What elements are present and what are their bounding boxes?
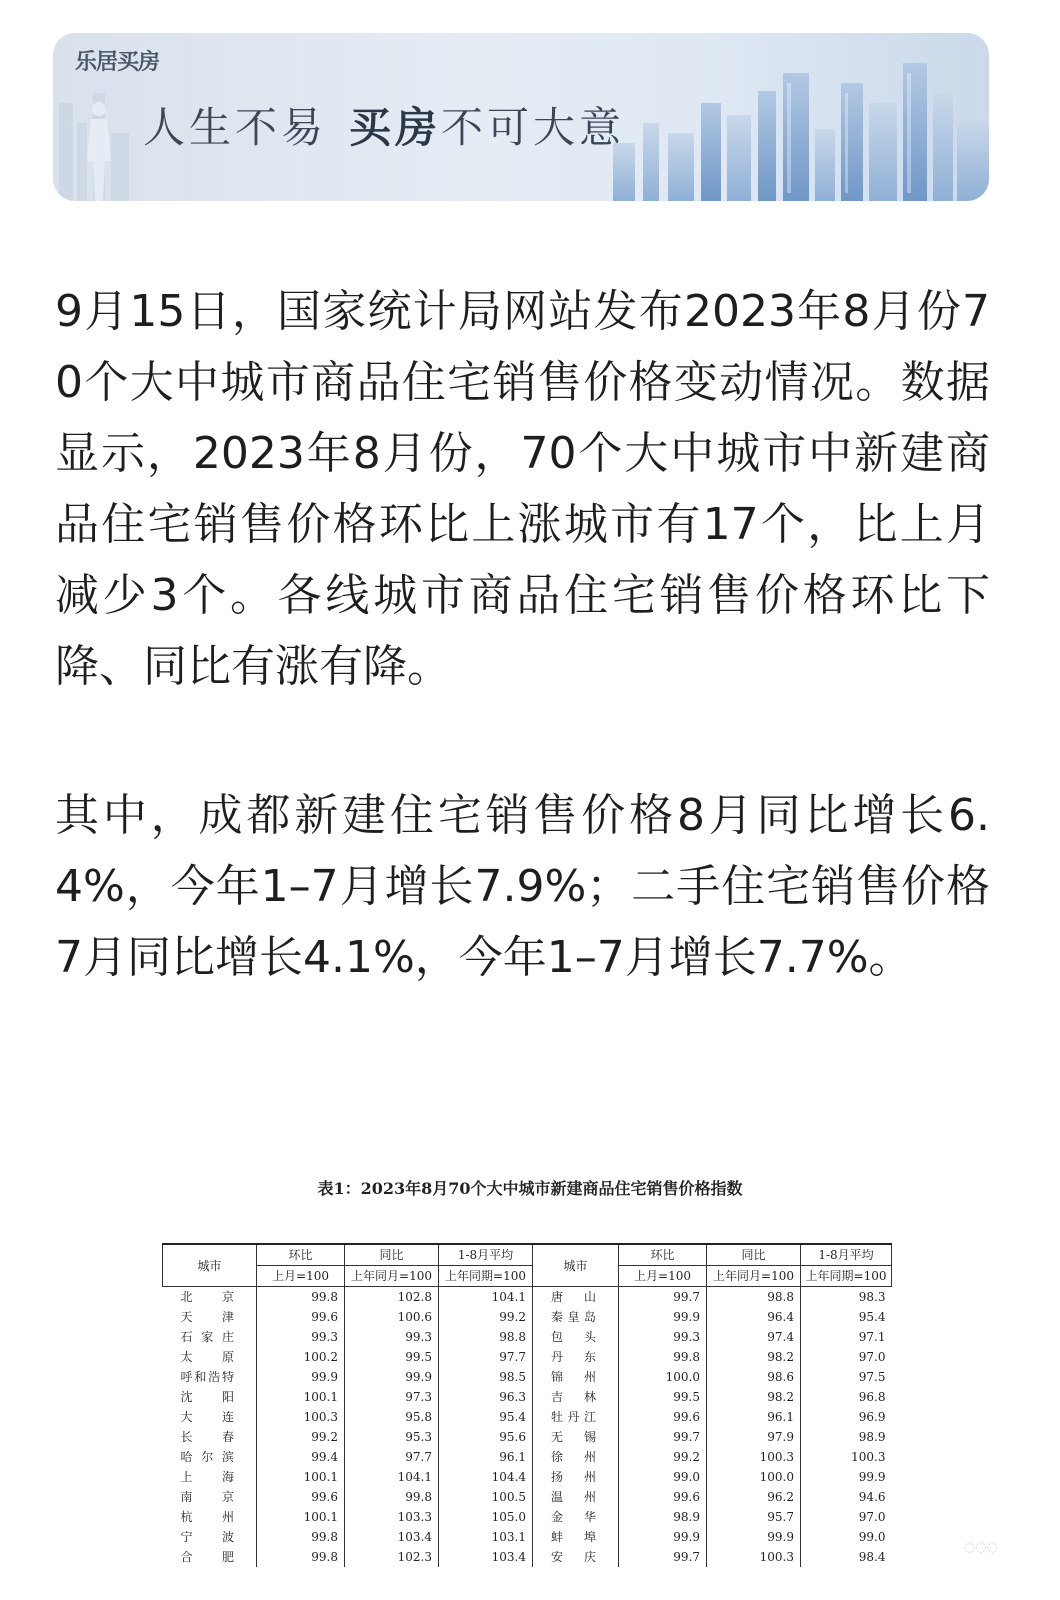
header-yoy-sub: 上年同月=100 (707, 1266, 801, 1287)
index-value-cell: 100.1 (257, 1467, 345, 1487)
table-row (163, 1447, 892, 1467)
brand-logo: 乐居买房 (75, 50, 160, 75)
index-value-cell: 97.7 (439, 1347, 533, 1367)
index-value-cell: 100.2 (257, 1347, 345, 1367)
index-value-cell: 97.9 (707, 1427, 801, 1447)
header-city: 城市 (533, 1244, 619, 1287)
index-value-cell: 97.5 (801, 1367, 892, 1387)
city-name-cell: 呼和浩特 (180, 1370, 234, 1384)
index-value-cell: 100.1 (257, 1387, 345, 1407)
city-name-cell: 锦州 (533, 1367, 619, 1387)
table-row (163, 1407, 892, 1427)
index-value-cell: 99.9 (619, 1527, 707, 1547)
table-row (163, 1547, 892, 1567)
index-value-cell: 98.8 (439, 1327, 533, 1347)
index-value-cell: 99.9 (257, 1367, 345, 1387)
header-yoy-sub: 上年同月=100 (345, 1266, 439, 1287)
city-name-cell: 哈尔滨 (180, 1450, 234, 1464)
index-value-cell: 100.0 (619, 1367, 707, 1387)
header-avg-sub: 上年同期=100 (439, 1266, 533, 1287)
index-value-cell: 99.0 (619, 1467, 707, 1487)
index-value-cell: 99.3 (257, 1327, 345, 1347)
index-value-cell: 98.5 (439, 1367, 533, 1387)
table-row (163, 1307, 892, 1327)
index-value-cell: 98.3 (801, 1287, 892, 1308)
city-name-cell: 太原 (180, 1350, 234, 1364)
index-value-cell: 104.1 (439, 1287, 533, 1308)
watermark: ◌◌◌ (963, 1540, 998, 1555)
index-value-cell: 98.2 (707, 1347, 801, 1367)
banner (53, 33, 989, 201)
index-value-cell: 97.0 (801, 1347, 892, 1367)
header-mom: 环比 (257, 1244, 345, 1266)
index-value-cell: 96.3 (439, 1387, 533, 1407)
index-value-cell: 95.3 (345, 1427, 439, 1447)
index-value-cell: 104.1 (345, 1467, 439, 1487)
index-value-cell: 94.6 (801, 1487, 892, 1507)
city-name-cell: 扬州 (533, 1467, 619, 1487)
table-row (163, 1427, 892, 1447)
index-value-cell: 98.6 (707, 1367, 801, 1387)
index-value-cell: 100.1 (257, 1507, 345, 1527)
index-value-cell: 98.9 (801, 1427, 892, 1447)
index-value-cell: 99.2 (439, 1307, 533, 1327)
table-row (163, 1367, 892, 1387)
index-value-cell: 99.5 (345, 1347, 439, 1367)
index-value-cell: 99.6 (257, 1307, 345, 1327)
index-value-cell: 99.4 (257, 1447, 345, 1467)
city-name-cell: 温州 (533, 1487, 619, 1507)
index-value-cell: 98.2 (707, 1387, 801, 1407)
index-value-cell: 100.3 (801, 1447, 892, 1467)
city-name-cell: 长春 (180, 1430, 234, 1444)
city-name-cell: 徐州 (533, 1447, 619, 1467)
index-value-cell: 95.6 (439, 1427, 533, 1447)
index-value-cell: 95.4 (439, 1407, 533, 1427)
index-value-cell: 99.9 (707, 1527, 801, 1547)
index-value-cell: 102.8 (345, 1287, 439, 1308)
index-value-cell: 95.7 (707, 1507, 801, 1527)
city-name-cell: 无锡 (533, 1427, 619, 1447)
index-value-cell: 100.3 (707, 1547, 801, 1567)
index-value-cell: 97.3 (345, 1387, 439, 1407)
index-value-cell: 99.8 (257, 1287, 345, 1308)
index-value-cell: 96.2 (707, 1487, 801, 1507)
index-value-cell: 96.9 (801, 1407, 892, 1427)
index-value-cell: 99.3 (345, 1327, 439, 1347)
city-name-cell: 合肥 (180, 1550, 234, 1564)
index-value-cell: 96.1 (707, 1407, 801, 1427)
index-value-cell: 96.8 (801, 1387, 892, 1407)
index-value-cell: 99.6 (257, 1487, 345, 1507)
table-row (163, 1507, 892, 1527)
index-value-cell: 99.2 (619, 1447, 707, 1467)
city-name-cell: 沈阳 (180, 1390, 234, 1404)
index-value-cell: 103.3 (345, 1507, 439, 1527)
city-name-cell: 唐山 (533, 1287, 619, 1308)
banner-slogan (143, 95, 625, 155)
index-value-cell: 99.0 (801, 1527, 892, 1547)
table-row (163, 1527, 892, 1547)
table-row (163, 1387, 892, 1407)
table-row (163, 1347, 892, 1367)
header-mom-sub: 上月=100 (619, 1266, 707, 1287)
article-paragraph-2: 其中，成都新建住宅销售价格8月同比增长6.4%，今年1–7月增长7.9%；二手住宅销售价格7月同比增长4.1%，今年1–7月增长7.7%。 (55, 790, 990, 983)
index-value-cell: 99.9 (619, 1307, 707, 1327)
header-avg-sub: 上年同期=100 (801, 1266, 892, 1287)
index-value-cell: 103.1 (439, 1527, 533, 1547)
city-name-cell: 天津 (180, 1310, 234, 1324)
table-row (163, 1487, 892, 1507)
header-mom-sub: 上月=100 (257, 1266, 345, 1287)
index-value-cell: 102.3 (345, 1547, 439, 1567)
index-value-cell: 98.4 (801, 1547, 892, 1567)
index-value-cell: 96.4 (707, 1307, 801, 1327)
city-name-cell: 金华 (533, 1507, 619, 1527)
city-name-cell: 石家庄 (180, 1330, 234, 1344)
index-value-cell: 99.9 (801, 1467, 892, 1487)
index-value-cell: 99.8 (345, 1487, 439, 1507)
index-value-cell: 105.0 (439, 1507, 533, 1527)
index-value-cell: 99.6 (619, 1407, 707, 1427)
city-name-cell: 大连 (180, 1410, 234, 1424)
index-value-cell: 95.8 (345, 1407, 439, 1427)
table-row (163, 1287, 892, 1308)
index-value-cell: 100.5 (439, 1487, 533, 1507)
index-value-cell: 96.1 (439, 1447, 533, 1467)
city-name-cell: 南京 (180, 1490, 234, 1504)
index-value-cell: 99.7 (619, 1427, 707, 1447)
index-value-cell: 104.4 (439, 1467, 533, 1487)
table-title: 表1：2023年8月70个大中城市新建商品住宅销售价格指数 (317, 1179, 743, 1198)
index-value-cell: 98.8 (707, 1287, 801, 1308)
index-value-cell: 100.0 (707, 1467, 801, 1487)
article-paragraph-1: 9月15日，国家统计局网站发布2023年8月份70个大中城市商品住宅销售价格变动情况。数据显示，2023年8月份，70个大中城市中新建商品住宅销售价格环比上涨城市有17个，比上月减少3个。各线城市商品住宅销售价格环比下降、同比有涨有降。 (55, 286, 990, 692)
table-row (163, 1327, 892, 1347)
city-name-cell: 北京 (180, 1290, 234, 1304)
city-name-cell: 牡丹江 (533, 1407, 619, 1427)
price-index-table (162, 1243, 892, 1567)
index-value-cell: 97.1 (801, 1327, 892, 1347)
index-value-cell: 100.3 (257, 1407, 345, 1427)
city-name-cell: 包头 (533, 1327, 619, 1347)
header-avg: 1-8月平均 (801, 1244, 892, 1266)
index-value-cell: 99.5 (619, 1387, 707, 1407)
city-name-cell: 上海 (180, 1470, 234, 1484)
city-name-cell: 安庆 (533, 1547, 619, 1567)
slogan-part-a: 人生不易 (143, 103, 328, 152)
city-name-cell: 丹东 (533, 1347, 619, 1367)
city-name-cell: 蚌埠 (533, 1527, 619, 1547)
city-name-cell: 吉林 (533, 1387, 619, 1407)
header-yoy: 同比 (345, 1244, 439, 1266)
header-avg: 1-8月平均 (439, 1244, 533, 1266)
index-value-cell: 100.3 (707, 1447, 801, 1467)
index-value-cell: 98.9 (619, 1507, 707, 1527)
index-value-cell: 99.7 (619, 1287, 707, 1308)
index-value-cell: 99.2 (257, 1427, 345, 1447)
index-value-cell: 99.3 (619, 1327, 707, 1347)
header-city: 城市 (163, 1244, 257, 1287)
index-value-cell: 97.4 (707, 1327, 801, 1347)
city-name-cell: 杭州 (180, 1510, 234, 1524)
header-yoy: 同比 (707, 1244, 801, 1266)
index-value-cell: 103.4 (439, 1547, 533, 1567)
city-name-cell: 宁波 (180, 1530, 234, 1544)
slogan-part-b: 买房 (349, 103, 442, 152)
index-value-cell: 100.6 (345, 1307, 439, 1327)
index-value-cell: 103.4 (345, 1527, 439, 1547)
header-mom: 环比 (619, 1244, 707, 1266)
index-value-cell: 99.6 (619, 1487, 707, 1507)
index-value-cell: 97.0 (801, 1507, 892, 1527)
slogan-part-c: 不可大意 (441, 103, 626, 152)
index-value-cell: 99.9 (345, 1367, 439, 1387)
index-value-cell: 99.8 (619, 1347, 707, 1367)
city-name-cell: 秦皇岛 (533, 1307, 619, 1327)
index-value-cell: 99.8 (257, 1547, 345, 1567)
table-row (163, 1467, 892, 1487)
index-value-cell: 99.8 (257, 1527, 345, 1547)
index-value-cell: 99.7 (619, 1547, 707, 1567)
index-value-cell: 95.4 (801, 1307, 892, 1327)
index-value-cell: 97.7 (345, 1447, 439, 1467)
